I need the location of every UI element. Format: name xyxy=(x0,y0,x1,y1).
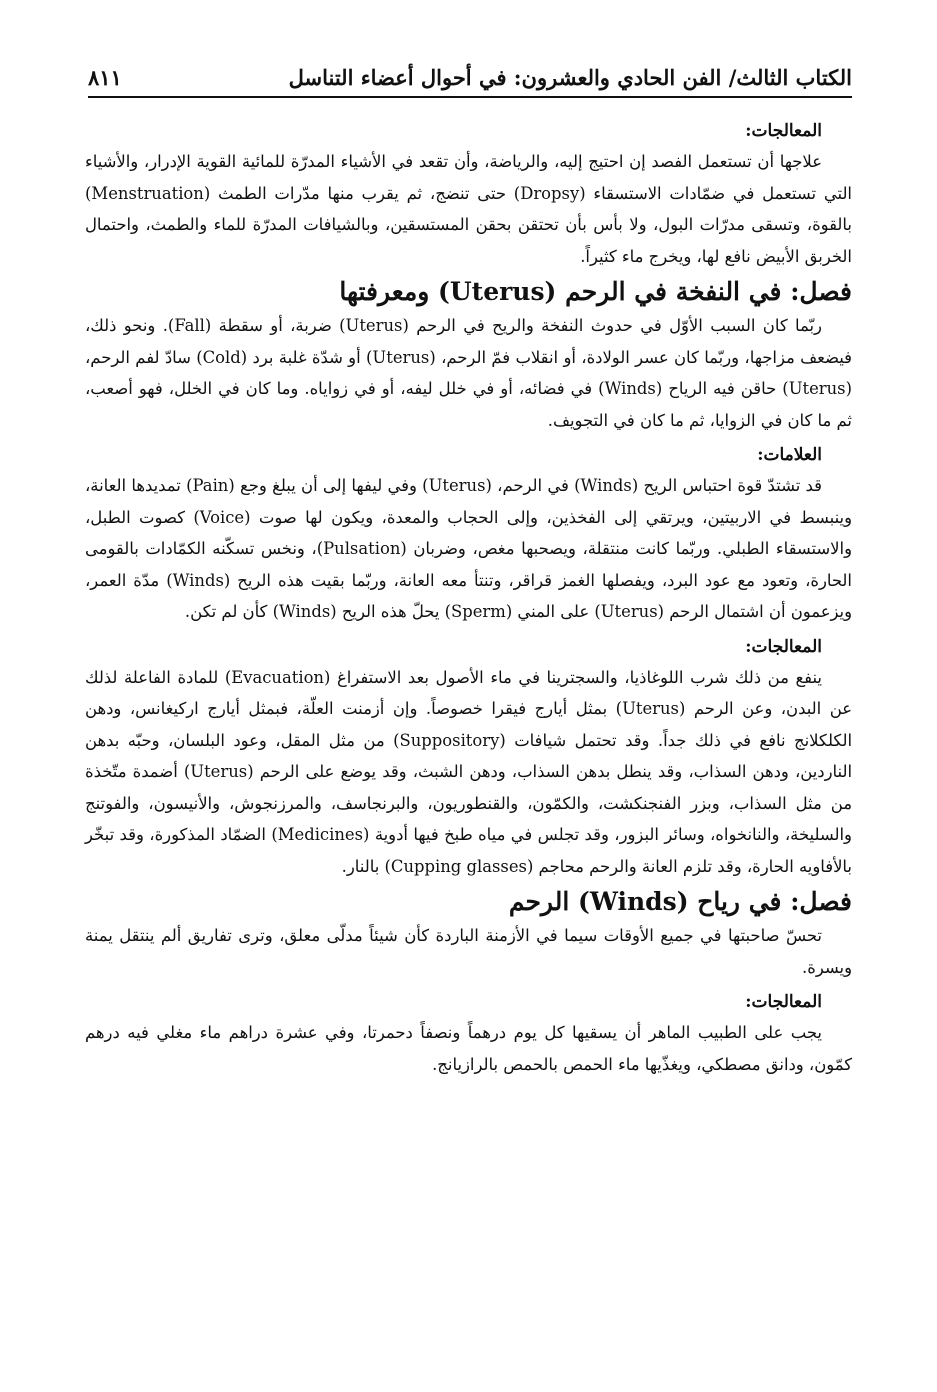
chapter-title: فصل: في النفخة في الرحم (Uterus) ومعرفتها xyxy=(339,277,852,306)
signs-heading: العلامات: xyxy=(757,445,822,465)
running-title: الكتاب الثالث/ الفن الحادي والعشرون: في أحوال أعضاء التناسل xyxy=(288,65,852,90)
running-header xyxy=(88,56,852,98)
paragraph: تحسّ صاحبتها في جميع الأوقات سيما في الأزمنة الباردة كأن شيئاً مدلّى معلق، وترى تفاريق ألم ينتقل يمنة ويسرة. xyxy=(85,926,852,977)
paragraph: يجب على الطبيب الماهر أن يسقيها كل يوم درهماً ونصفاً دحمرتا، وفي عشرة دراهم ماء مغلي فيه درهم كمّون، ودانق مصطكي، ويغذّيها ماء الحمص بالحمص بالرازيانج. xyxy=(85,1023,852,1074)
treatments-heading: المعالجات: xyxy=(745,992,822,1012)
paragraph: علاجها أن تستعمل الفصد إن احتيج إليه، والرياضة، وأن تقعد في الأشياء المدرّة للمائية القوية الإدرار، والأشياء التي تستعمل في ضمّادات الاستسقاء (Dropsy) حتى تنضج، ثم يقرب منها مدّرات الطمث (Menstruation) بالقوة، وتسقى مدرّات البول، ولا بأس بأن تحتقن بحقن المستسقين، وبالشيافات المدرّة للماء والطمث، واحتمال الخربق الأبيض نافع لها، ويخرج ماء كثيراً. xyxy=(85,152,852,266)
treatments-heading: المعالجات: xyxy=(745,121,822,141)
paragraph: ينفع من ذلك شرب اللوغاذيا، والسجترينا في ماء الأصول بعد الاستفراغ (Evacuation) للمادة الفاعلة لذلك عن البدن، وعن الرحم (Uterus) بمثل أيارج فيقرا خصوصاً. وإن أزمنت العلّة، فبمثل أيارج اركيغانس، ودهن الكلكلانج نافع في ذلك جداً. وقد تحتمل شيافات (Suppository) من مثل المقل، وعود البلسان، وحبّه بدهن الناردين، ودهن السذاب، وقد ينطل بدهن السذاب، ودهن الشبث، وقد يوضع على الرحم (Uterus) أضمدة متّخذة من مثل السذاب، وبزر الفنجنكشت، والكمّون، والقنطوريون، والبرنجاسف، والمرزنجوش، والأنيسون، والفوتنج والسليخة، والنانخواه، وسائر البزور، وقد تجلس في مياه طبخ فيها أدوية (Medicines) الضمّاد المذكورة، وقد تبخّر بالأفاويه الحارة، وقد تلزم العانة والرحم محاجم (Cupping glasses) بالنار. xyxy=(85,667,853,876)
paragraph: ربّما كان السبب الأوّل في حدوث النفخة والريح في الرحم (Uterus) ضربة، أو سقطة (Fall). ونحو ذلك، فيضعف مزاجها، وربّما كان عسر الولادة، أو انقلاب فمّ الرحم، (Uterus) أو شدّة غلبة برد (Cold) سادّ لفم الرحم، (Uterus) حاقن فيه الرياح (Winds) في فضائه، أو في خلل ليفه، أو في زواياه. وما كان في الخلل، فهو أصعب، ثم ما كان في الزوايا، ثم ما كان في التجويف. xyxy=(85,316,852,430)
paragraph: قد تشتدّ قوة احتباس الريح (Winds) في الرحم، (Uterus) وفي ليفها إلى أن يبلغ وجع (Pain) تمديدها العانة، وينبسط في الاربيتين، ويرتقي إلى الفخذين، وإلى الحجاب والمعدة، ويكون لها صوت (Voice) كصوت الطبل، والاستسقاء الطبلي. وربّما كانت منتقلة، ويصحبها مغص، وضربان (Pulsation)، ونخس تسكّنه الكمّادات بالقومى الحارة، وتعود مع عود البرد، ويفصلها الغمز قراقر، وتنتأ معه العانة، وربّما بقيت هذه الريح (Winds) مدّة العمر، ويزعمون أن اشتمال الرحم (Uterus) على المني (Sperm) يحلّ هذه الريح (Winds) كأن لم تكن. xyxy=(85,476,852,621)
page-number: ٨١١ xyxy=(88,65,122,90)
chapter-title: فصل: في رياح (Winds) الرحم xyxy=(508,887,852,916)
page-body xyxy=(85,112,852,1080)
treatments-heading: المعالجات: xyxy=(745,636,822,657)
